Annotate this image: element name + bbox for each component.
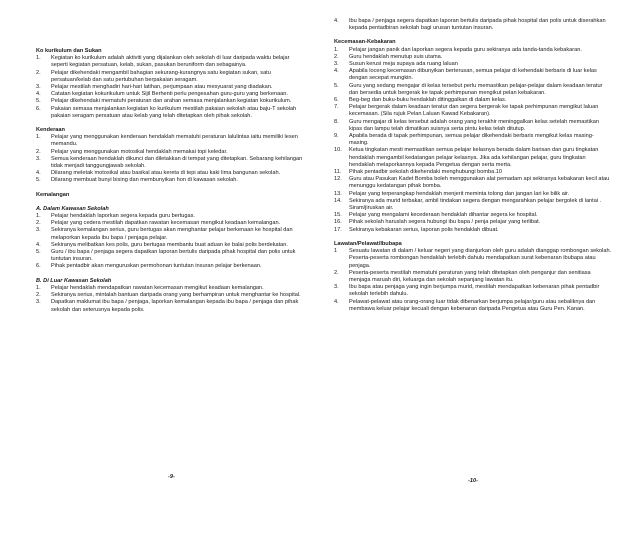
item-text: Sekiranya serius, mintalah bantuan daripada orang yang berhampiran untuk menghantar ke hospital. <box>51 292 301 299</box>
list-item <box>334 104 612 118</box>
item-text: Pelajar dikehendaki mematuhi peraturan dan arahan semasa menjalankan kegiatan kokurikulum. <box>51 98 292 105</box>
item-number: 5. <box>334 82 339 89</box>
item-number: 3. <box>36 84 41 91</box>
list-item <box>36 156 306 170</box>
list-item <box>36 149 306 156</box>
item-text: Pelajar hendaklah laporkan segera kepada guru bertugas. <box>51 213 195 220</box>
list-item <box>334 248 612 270</box>
luar-kawasan-list <box>36 285 306 314</box>
dalam-kawasan-list <box>36 213 306 271</box>
list-item <box>334 133 612 147</box>
list-item <box>334 18 612 32</box>
item-number: 11. <box>334 169 342 176</box>
item-number: 4. <box>36 170 41 177</box>
item-number: 15. <box>334 212 342 219</box>
item-number: 4. <box>36 91 41 98</box>
item-text: Pelajar yang menggunakan kenderaan hendaklah mematuhi peraturan lalulintas iaitu memiliki lesen memandu. <box>51 134 298 148</box>
item-text: Apabila berada di tapak perhimpunan, semua pelajar dikehendaki berbaris mengikut kelas masing-masing. <box>349 133 594 147</box>
kecemasan-heading: Kecemasan-Kebakaran <box>334 39 396 46</box>
list-item <box>334 83 612 97</box>
item-text: Ketua tingkatan mesti memastikan semua pelajar kelasnya berada dalam barisan dan guru tingkatan hendaklah mengambil kedatangan pelajar kelasnya. Jika ada kehilangan pelajar, guru tingkatan hendaklah melaporkannya kepada Pengetua dengan serta merta. <box>349 147 599 168</box>
kokurikulum-heading: Ko kurikulum dan Sukan <box>36 48 102 54</box>
page-number-left: -9- <box>168 474 175 480</box>
list-item <box>334 119 612 133</box>
list-item <box>36 106 306 120</box>
list-item <box>36 91 306 98</box>
list-item <box>36 84 306 91</box>
item-text: Pelajar dikehendaki mengambil bahagian sekurang-kurangnya satu kegiatan sukan, satu persatuan/kelab dan satu pertubuhan berpakaian seragam. <box>51 69 271 83</box>
item-number: 8. <box>334 118 339 125</box>
list-item <box>36 242 306 249</box>
item-text: Ibu bapa / penjaga segera dapatkan laporan bertulis daripada pihak hospital dan polis untuk diserahkan kepada pentadbiran sekolah bagi urusan tuntutan insuran. <box>349 18 606 32</box>
left-page <box>36 0 306 541</box>
kecemasan-list <box>334 47 612 234</box>
item-text: Guru / ibu bapa / penjaga segera dapatkan laporan bertulis daripada pihak hospital dan polis untuk tuntutan insuran. <box>51 249 296 263</box>
list-item <box>36 177 306 184</box>
item-number: 3. <box>36 227 41 234</box>
list-item <box>334 198 612 212</box>
list-item <box>334 68 612 82</box>
item-text: Dilarang membuat bunyi bising dan membunyikan hon di kawasan sekolah. <box>51 177 238 184</box>
item-text: Guru atau Pasukan Kadet Bomba boleh menggunakan alat pemadam api sekiranya kebakaran kecil atau menunggu kedatangan pihak bomba. <box>349 176 610 190</box>
item-number: 6. <box>36 263 41 270</box>
item-text: Guru hendaklah menutup suis utama. <box>349 53 443 60</box>
item-text: Susun kerusi meja supaya ada ruang laluan <box>349 61 458 68</box>
list-item <box>36 227 306 241</box>
item-number: 17. <box>334 226 342 233</box>
item-text: Pakaian semasa menjalankan kegiatan ko kurikulum mestilah pakaian sekolah atau baju-T sekolah pakaian seragam persatuan atau kelab yang telah ditetapkan oleh pihak sekolah. <box>51 105 297 119</box>
item-text: Sekiranya kemalangan serius, guru bertugas akan menghantar pelajar berkenaan ke hospital dan melaporkan kepada ibu bapa / penjaga pelajar. <box>51 227 293 241</box>
item-number: 13. <box>334 190 342 197</box>
item-text: Pelajar hendaklah mendapatkan rawatan kecemasan mengikut keadaan kemalangan. <box>51 284 264 291</box>
kenderaan-list <box>36 134 306 184</box>
item-number: 3. <box>334 284 339 291</box>
right-page <box>334 0 612 511</box>
item-text: Guru yang sedang mengajar di kelas tersebut perlu memastikan pelajar-pelajar dalam keadaan teratur dan bersedia untuk bergerak ke tapak perhimpunan mengikut pelan kebakaran. <box>349 82 603 96</box>
list-item <box>334 219 612 226</box>
item-text: Pelajar yang cedera mestilah dapatkan rawatan kecemasan mengikut keadaan kemalangan. <box>51 220 281 227</box>
item-text: Pelajar yang menggunakan motosikal hendaklah memakai topi keledar. <box>51 148 228 155</box>
luar-kawasan-heading: B. Di Luar Kawasan Sekolah <box>36 277 112 284</box>
list-item <box>36 285 306 292</box>
item-text: Peserta-peserta mestilah mematuhi peraturan yang telah ditetapkan oleh penganjur dan senitiasa menjaga maruah diri, keluarga dan sekolah sepanjang lawatan itu. <box>349 269 591 283</box>
item-text: Pihak sekolah haruslah segera hubungi ibu bapa / penja pelajar yang terlibat. <box>349 219 541 226</box>
item-text: Pelajar bergerak dalam keadaan teratur dan segera bergerak ke tapak perhimpunan mengikut laluan kecemasan. (Sila rujuk Pelan Laluan Kawad Kebakaran). <box>349 104 599 118</box>
item-text: Sekiranya melibatkan kes polis, guru bertugas membantu buat aduan ke balai polis berdekatan. <box>51 241 288 248</box>
item-number: 1. <box>36 134 41 141</box>
item-number: 9. <box>334 133 339 140</box>
list-item <box>36 70 306 84</box>
item-number: 2. <box>334 269 339 276</box>
item-number: 2. <box>36 292 41 299</box>
item-number: 10. <box>334 147 342 154</box>
list-item <box>334 299 612 313</box>
list-item <box>36 292 306 299</box>
list-item <box>36 55 306 69</box>
item-number: 5. <box>36 98 41 105</box>
item-text: Pihak pentadbir akan menguruskan permohonan tuntutan insuran pelajar berkenaan. <box>51 263 262 270</box>
item-number: 3. <box>36 299 41 306</box>
kokurikulum-list <box>36 55 306 120</box>
continued-list <box>334 18 612 32</box>
item-number: 6. <box>36 105 41 112</box>
item-text: Sekiranya kebakaran serius, laporan polis hendaklah dibuat. <box>349 226 499 233</box>
item-text: Ibu bapa atau penjaga yang ingin berjumpa murid, mestilah mendapatkan kebenaran pihak pentadbir sekolah terlebih dahulu. <box>349 284 600 298</box>
item-number: 4. <box>334 298 339 305</box>
dalam-kawasan-heading: A. Dalam Kawasan Sekolah <box>36 205 109 212</box>
item-number: 1. <box>36 213 41 220</box>
item-number: 4. <box>334 68 339 75</box>
lawatan-list <box>334 248 612 313</box>
list-item <box>334 54 612 61</box>
item-number: 5. <box>36 177 41 184</box>
list-item <box>36 134 306 148</box>
item-number: 12. <box>334 176 342 183</box>
list-item <box>36 249 306 263</box>
list-item <box>334 191 612 198</box>
item-text: Kegiatan ko kurikulum adalah aktiviti yang dijalankan oleh sekolah di luar daripada waktu belajar seperti kegiatan persatuan, kelab, sukan, pasukan beruniform dan sebagainya. <box>51 55 290 69</box>
list-item <box>334 169 612 176</box>
item-number: 6. <box>334 97 339 104</box>
item-number: 2. <box>36 148 41 155</box>
item-number: 1 <box>334 248 338 255</box>
item-number: 5. <box>36 249 41 256</box>
item-text: Pelawat-pelawat atau orang-orang luar tidak dibenarkan berjumpa pelajar/guru atau sebaliknya dan membawa keluar pelajar kecuali dengan kebenaran daripada Pengetua atau Guru Pen. Kanan. <box>349 298 596 312</box>
kenderaan-heading: Kenderaan <box>36 127 65 134</box>
item-text: Apabila loceng kecemasan dibunyikan berterusan, semua pelajar di kehendaki berbaris di luar kelas dengan secepat mungkin. <box>349 68 597 82</box>
item-text: Guru mengajar di kelas tersebut adalah orang yang terakhir meninggalkan kelas setelah memastikan kipas dan lampu telah dimatikan suisnya serta pintu kelas telah ditutup. <box>349 118 599 132</box>
page-number-right: -10- <box>468 478 478 484</box>
item-text: Pelajar yang terperangkap hendaklah menjerit meminta tolong dan jangan lari ke bilik air. <box>349 190 570 197</box>
item-text: Sekiranya ada murid terbakar, ambil tindakan segera dengan mengarahkan pelajar bergolek di lantai . Siram/jiruskan air. <box>349 197 602 212</box>
list-item <box>334 61 612 68</box>
list-item <box>36 220 306 227</box>
item-text: Sesuatu lawatan di dalam / keluar negeri yang dianjurkan oleh guru adalah dianggap rombongan sekolah. Peserta-peserta rombongan hendaklah terlebih dahulu mendapatkan surat kebenaran ibubapa atau penjaga. <box>349 248 612 269</box>
item-number: 4. <box>36 241 41 248</box>
list-item <box>36 263 306 270</box>
list-item <box>334 227 612 234</box>
list-item <box>36 213 306 220</box>
item-number: 3. <box>334 61 339 68</box>
lawatan-heading: Lawatan/Pelawat/Ibubapa <box>334 240 402 247</box>
item-text: Pelajar yang mengalami kecederaan hendaklah dihantar segera ke hospital. <box>349 212 538 219</box>
list-item <box>334 147 612 169</box>
item-number: 2. <box>334 53 339 60</box>
kemalangan-heading: Kemalangan <box>36 191 70 198</box>
item-text: Dapatkan maklumat ibu bapa / penjaga, laporkan kemalangan kepada ibu bapa / penjaga dan pihak sekolah dan seterusnya kepada polis. <box>51 299 299 313</box>
item-text: Pihak pentadbir sekolah dikehendaki menghubungi bomba.10 <box>349 169 503 176</box>
item-text: Semua kenderaan hendaklah dikunci dan diletakkan di tempat yang ditetapkan. Sebarang kehilangan tidak menjadi tanggungjawab sekolah. <box>51 155 303 170</box>
list-item <box>36 98 306 105</box>
item-number: 2. <box>36 220 41 227</box>
item-text: Pelajar jangan panik dan laporkan segera kepada guru sekiranya ada tanda-tanda kebakaran. <box>349 46 582 53</box>
list-item <box>334 47 612 54</box>
list-item <box>334 270 612 284</box>
list-item <box>36 170 306 177</box>
item-text: Dilarang meletak motosikal atau basikal atau kereta di tepi atau kaki lima bangunan sekolah. <box>51 170 281 177</box>
list-item <box>36 299 306 313</box>
item-text: Catatan kegiatan kokurikulum untuk Sijil Berhenti perlu pengesahan guru-guru yang berkenaan. <box>51 91 288 98</box>
item-text: Beg-beg dan buku-buku hendaklah ditinggalkan di dalam kelas. <box>349 97 507 104</box>
item-number: 1. <box>36 55 41 62</box>
item-number: 1. <box>36 284 41 291</box>
item-number: 7. <box>334 104 339 111</box>
item-text: Pelajar mestilah menghadiri hari-hari latihan, perjumpaan atau mesyuarat yang diadakan. <box>51 84 273 91</box>
item-number: 4. <box>334 18 339 24</box>
item-number: 1. <box>334 46 339 53</box>
list-item <box>334 176 612 190</box>
item-number: 14. <box>334 197 342 204</box>
item-number: 16. <box>334 219 342 226</box>
list-item <box>334 97 612 104</box>
item-number: 2. <box>36 69 41 76</box>
list-item <box>334 284 612 298</box>
list-item <box>334 212 612 219</box>
item-number: 3. <box>36 155 41 162</box>
